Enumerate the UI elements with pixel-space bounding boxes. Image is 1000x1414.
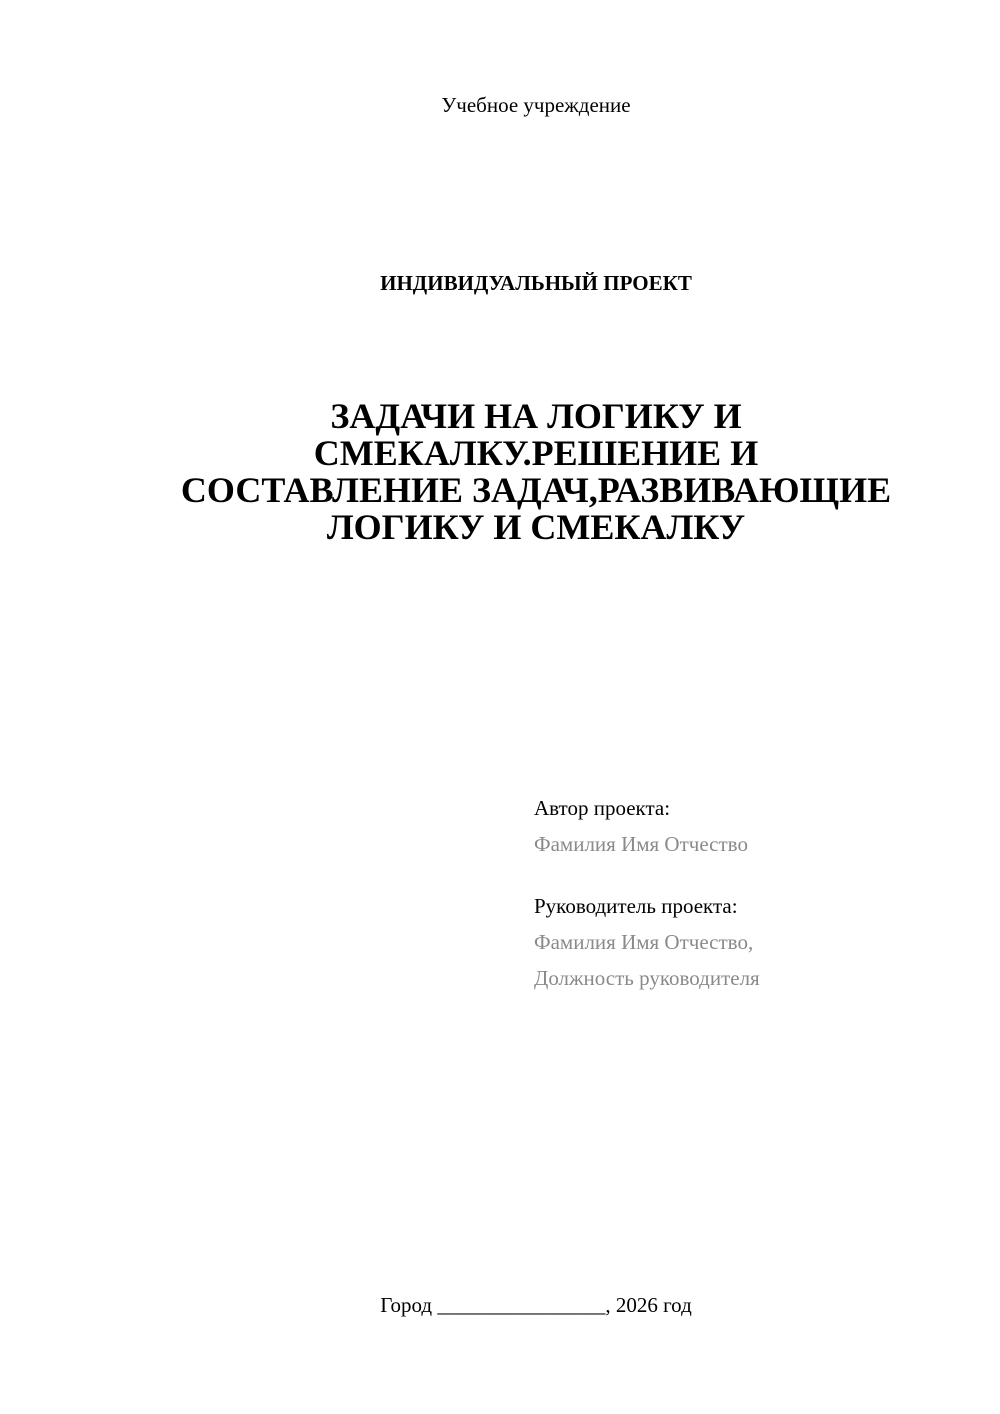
title-line: СОСТАВЛЕНИЕ ЗАДАЧ,РАЗВИВАЮЩИЕ xyxy=(180,470,892,510)
project-title xyxy=(130,398,942,546)
spacer xyxy=(534,862,974,888)
title-line: СМЕКАЛКУ.РЕШЕНИЕ И xyxy=(313,433,759,473)
supervisor-label: Руководитель проекта: xyxy=(534,894,738,918)
project-info-block xyxy=(534,790,974,996)
document-type: ИНДИВИДУАЛЬНЫЙ ПРОЕКТ xyxy=(380,271,692,295)
title-line: ЛОГИКУ И СМЕКАЛКУ xyxy=(326,507,746,547)
author-label: Автор проекта: xyxy=(534,796,671,820)
supervisor-name: Фамилия Имя Отчество, xyxy=(534,930,754,954)
supervisor-position: Должность руководителя xyxy=(534,966,760,990)
institution-name: Учебное учреждение xyxy=(441,93,631,117)
title-line: ЗАДАЧИ НА ЛОГИКУ И xyxy=(330,396,742,436)
city-year-line: Город ________________, 2026 год xyxy=(380,1293,692,1317)
author-name: Фамилия Имя Отчество xyxy=(534,832,748,856)
